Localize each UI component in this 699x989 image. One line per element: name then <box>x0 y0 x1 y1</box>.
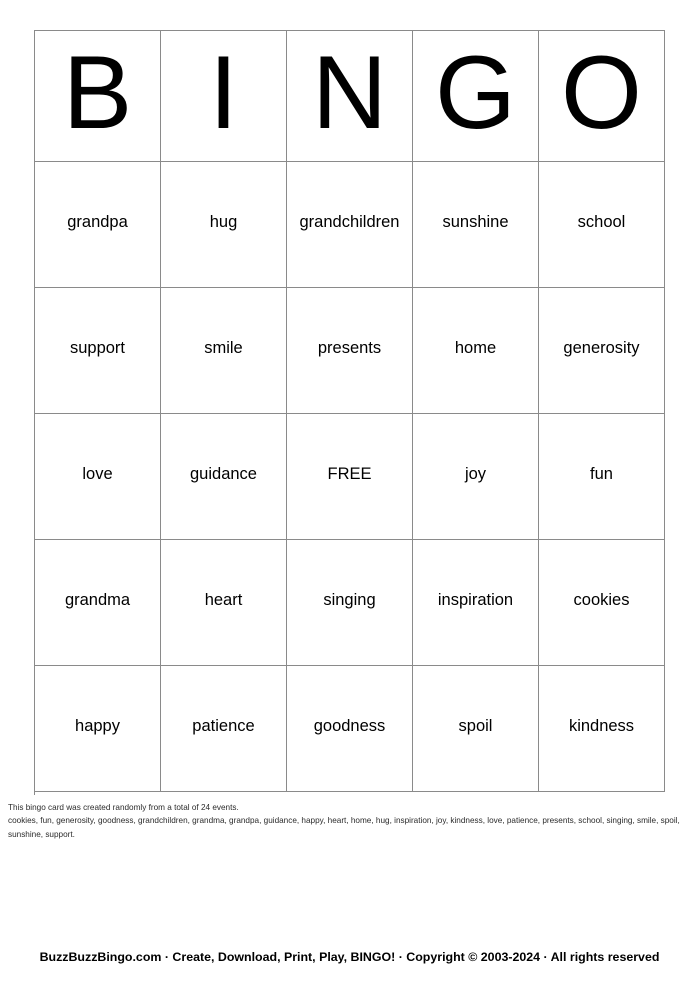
bingo-cell[interactable]: grandma <box>35 540 161 666</box>
bingo-cell[interactable]: grandchildren <box>287 162 413 288</box>
bingo-cell[interactable]: sunshine <box>413 162 539 288</box>
bingo-row-1 <box>35 162 665 288</box>
bingo-card <box>34 30 665 795</box>
bingo-cell[interactable]: fun <box>539 414 665 540</box>
bingo-cell[interactable]: happy <box>35 666 161 792</box>
bingo-header-letter-o: O <box>539 31 665 162</box>
bingo-header-letter-g: G <box>413 31 539 162</box>
bingo-cell[interactable]: heart <box>161 540 287 666</box>
bingo-cell[interactable]: cookies <box>539 540 665 666</box>
bingo-cell[interactable]: generosity <box>539 288 665 414</box>
bingo-cell[interactable]: support <box>35 288 161 414</box>
bingo-cell[interactable]: hug <box>161 162 287 288</box>
bingo-cell[interactable]: love <box>35 414 161 540</box>
bingo-cell[interactable]: patience <box>161 666 287 792</box>
bingo-cell[interactable]: kindness <box>539 666 665 792</box>
bingo-row-4 <box>35 540 665 666</box>
bingo-row-5 <box>35 666 665 792</box>
bingo-cell[interactable]: inspiration <box>413 540 539 666</box>
card-notes-word-list: cookies, fun, generosity, goodness, grandchildren, grandma, grandpa, guidance, happy, heart, home, hug, inspiration, joy, kindness, love, patience, presents, school, singing, smile, spoil, sunshine, support. <box>8 816 680 839</box>
bingo-row-3 <box>35 414 665 540</box>
bingo-free-space-cell[interactable]: FREE <box>287 414 413 540</box>
bingo-header-letter-i: I <box>161 31 287 162</box>
bingo-cell[interactable]: joy <box>413 414 539 540</box>
card-notes <box>8 801 688 841</box>
bingo-cell[interactable]: home <box>413 288 539 414</box>
bingo-cell[interactable]: goodness <box>287 666 413 792</box>
page-footer: BuzzBuzzBingo.com · Create, Download, Print, Play, BINGO! · Copyright © 2003-2024 · All rights reserved <box>39 950 660 964</box>
bingo-cell[interactable]: smile <box>161 288 287 414</box>
card-notes-summary: This bingo card was created randomly from a total of 24 events. <box>8 803 239 812</box>
bingo-cell[interactable]: guidance <box>161 414 287 540</box>
bingo-cell[interactable]: spoil <box>413 666 539 792</box>
bingo-header-row <box>35 31 665 162</box>
bingo-cell[interactable]: presents <box>287 288 413 414</box>
bingo-header-letter-n: N <box>287 31 413 162</box>
bingo-cell[interactable]: singing <box>287 540 413 666</box>
bingo-cell[interactable]: grandpa <box>35 162 161 288</box>
bingo-header-letter-b: B <box>35 31 161 162</box>
bingo-cell[interactable]: school <box>539 162 665 288</box>
bingo-row-2 <box>35 288 665 414</box>
